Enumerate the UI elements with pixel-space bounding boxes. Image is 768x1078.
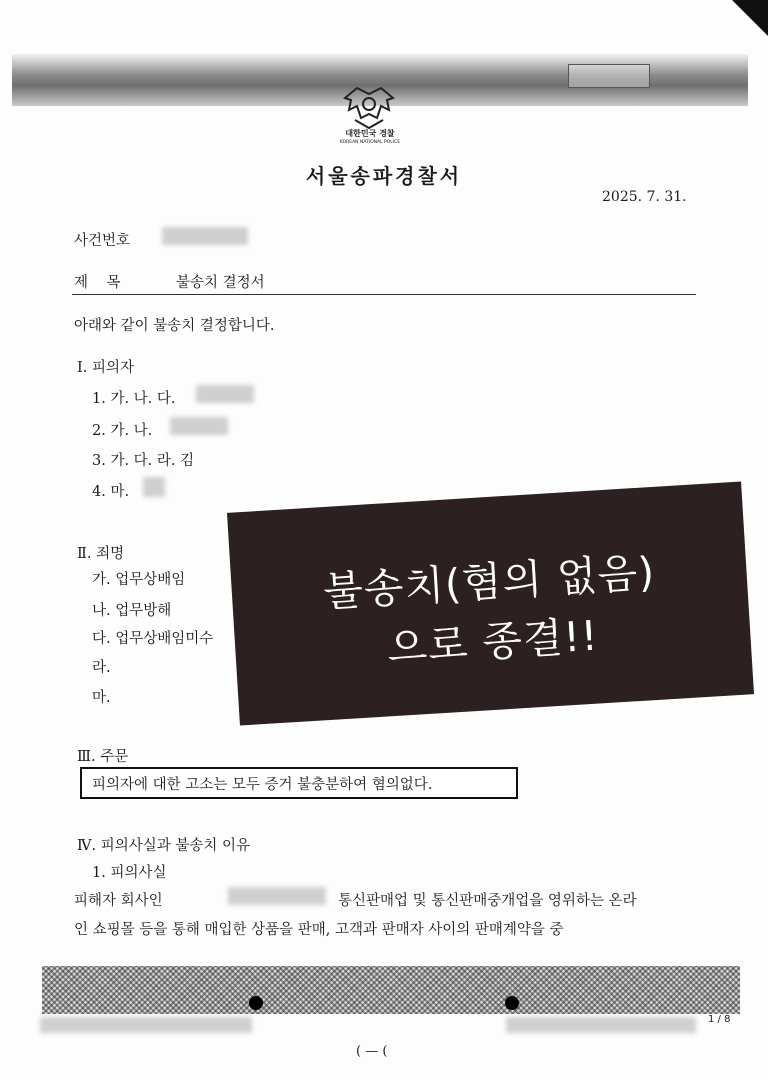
footer-mark: ( — ( [356, 1044, 388, 1059]
fact-line-start: 피해자 회사인 [74, 893, 163, 909]
footer-redacted [506, 1017, 696, 1033]
charge-item: 라. [92, 660, 111, 676]
suspect-name-redacted [170, 417, 228, 435]
fact-line: 인 쇼핑몰 등을 통해 매입한 상품을 판매, 고객과 판매자 사이의 판매계약을 중 [74, 922, 564, 938]
emblem-name: 대한민국 경찰 [345, 129, 395, 138]
verdict-line-2: 으로 종결!! [385, 611, 600, 673]
scan-stamp-box [568, 64, 650, 88]
verdict-overlay [227, 481, 754, 725]
punch-hole [249, 996, 263, 1010]
section4-subheading: 1. 피의사실 [92, 865, 167, 881]
folded-corner [732, 0, 768, 36]
charge-item: 마. [92, 690, 111, 706]
case-number-redacted [162, 227, 248, 245]
verdict-line-1: 불송치(혐의 없음) [321, 547, 657, 617]
charge-item: 가. 업무상배임 [92, 572, 186, 588]
document-date: 2025. 7. 31. [602, 189, 687, 205]
fact-line-end: 통신판매업 및 통신판매중개업을 영위하는 온라 [338, 893, 637, 909]
section4-heading: Ⅳ. 피의사실과 불송치 이유 [77, 838, 250, 854]
case-number-label: 사건번호 [74, 233, 131, 249]
emblem-subtitle: KOREAN NATIONAL POLICE [339, 140, 401, 145]
suspect-item: 1. 가. 나. 다. [92, 391, 176, 407]
punch-hole [505, 996, 519, 1010]
header-rule [72, 294, 696, 295]
suspect-item: 4. 마. [92, 484, 130, 500]
charge-item: 나. 업무방해 [92, 603, 172, 619]
case-title-label: 제 목 [74, 275, 121, 291]
suspect-name-redacted [196, 385, 254, 403]
police-station-title: 서울송파경찰서 [305, 164, 463, 188]
section2-heading: Ⅱ. 죄명 [77, 546, 125, 562]
suspect-item: 2. 가. 나. [92, 423, 153, 439]
suspect-name-redacted [143, 477, 165, 497]
order-text: 피의자에 대한 고소는 모두 증거 불충분하여 혐의없다. [92, 777, 433, 793]
scan-footer-stripe [42, 966, 740, 1014]
charge-item: 다. 업무상배임미수 [92, 631, 214, 647]
company-name-redacted [228, 887, 326, 905]
page-number: 1 / 8 [708, 1014, 731, 1025]
case-title-value: 불송치 결정서 [176, 275, 265, 291]
intro-text: 아래와 같이 불송치 결정합니다. [74, 318, 275, 334]
section1-heading: Ⅰ. 피의자 [77, 360, 134, 376]
suspect-item: 3. 가. 다. 라. 김 [92, 453, 195, 469]
footer-redacted [40, 1017, 252, 1033]
section3-heading: Ⅲ. 주문 [77, 749, 129, 765]
